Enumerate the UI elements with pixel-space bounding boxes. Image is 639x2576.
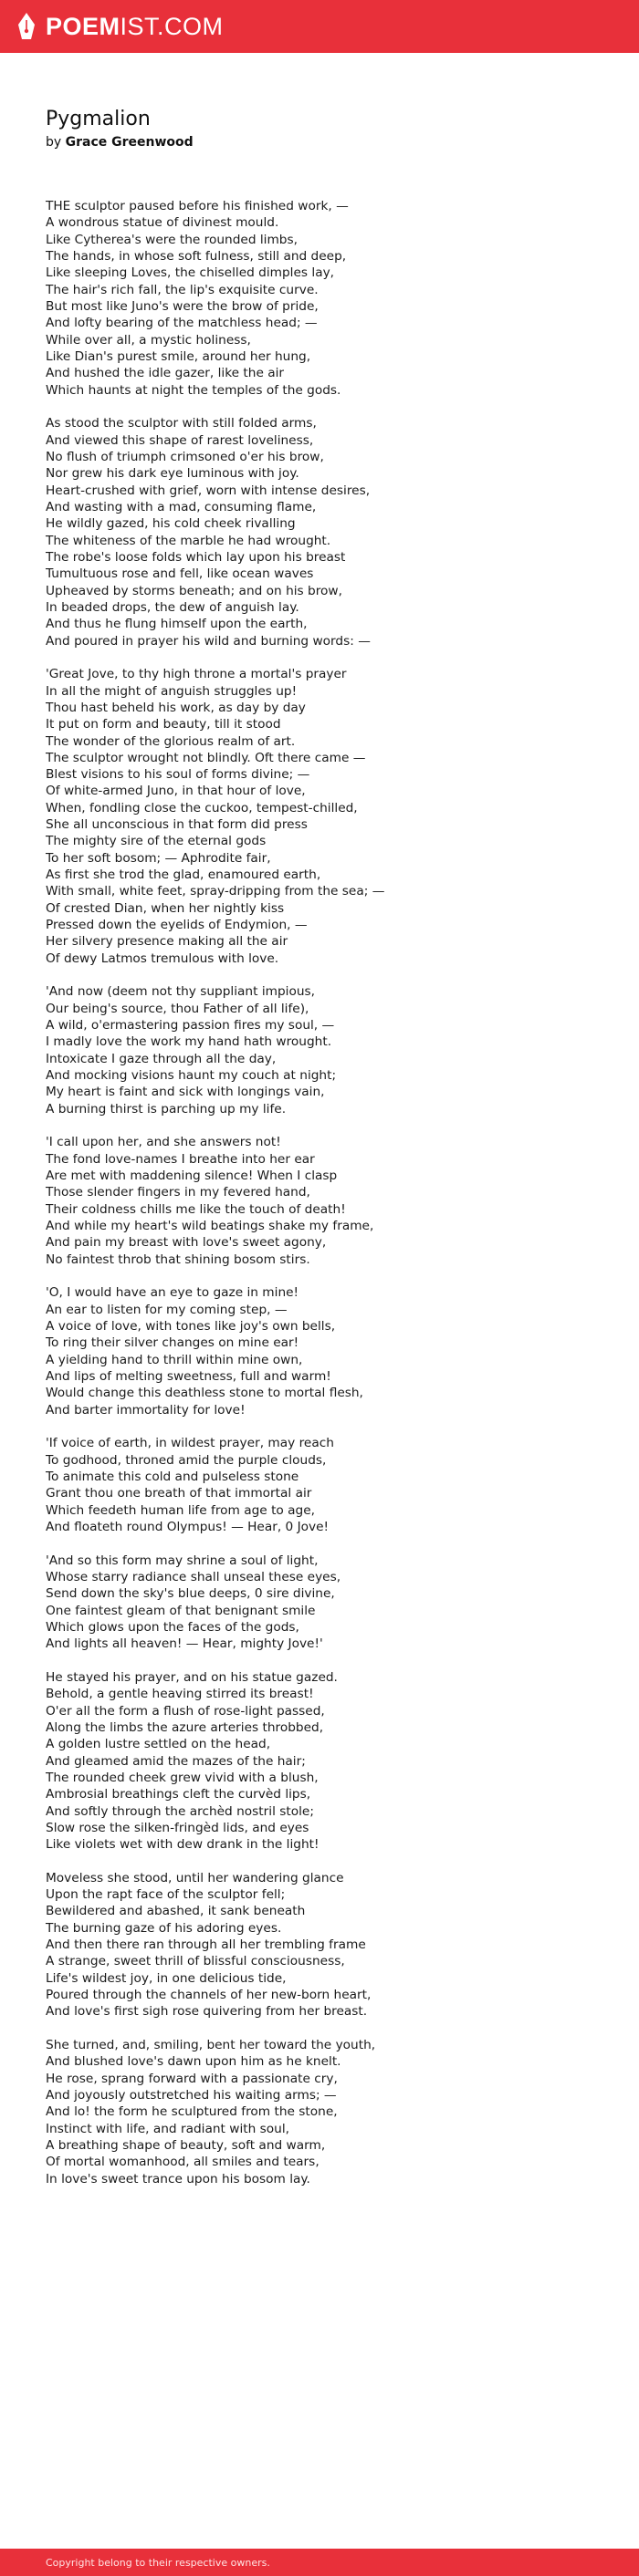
poem-line: 'And now (deem not thy suppliant impious, bbox=[46, 984, 315, 1000]
top-bar bbox=[0, 0, 639, 53]
poem-line: A wondrous statue of divinest mould. bbox=[46, 215, 279, 231]
poem-line: A breathing shape of beauty, soft and warm, bbox=[46, 2138, 326, 2154]
stanza bbox=[46, 1435, 612, 1535]
poem-line: And viewed this shape of rarest loveliness, bbox=[46, 432, 314, 448]
logo-text-light: IST.COM bbox=[120, 13, 224, 40]
poem-line: And then there ran through all her trembling frame bbox=[46, 1937, 366, 1953]
poem-line: Of mortal womanhood, all smiles and tears, bbox=[46, 2155, 320, 2170]
poem-line: Of crested Dian, when her nightly kiss bbox=[46, 900, 285, 916]
poem-line: Grant thou one breath of that immortal air bbox=[46, 1486, 312, 1501]
poem-line: Behold, a gentle heaving stirred its breast! bbox=[46, 1687, 314, 1702]
poem-line: My heart is faint and sick with longings vain, bbox=[46, 1085, 325, 1100]
logo-text-bold: POEM bbox=[46, 13, 120, 40]
poem-line: And floateth round Olympus! — Hear, 0 Jove! bbox=[46, 1519, 330, 1534]
poem-line: Of dewy Latmos tremulous with love. bbox=[46, 950, 279, 966]
poem-line: Send down the sky's blue deeps, 0 sire divine, bbox=[46, 1586, 335, 1602]
poem-line: In beaded drops, the dew of anguish lay. bbox=[46, 599, 299, 615]
poem-line: One faintest gleam of that benignant smile bbox=[46, 1603, 316, 1618]
poem-line: The robe's loose folds which lay upon his breast bbox=[46, 549, 346, 565]
poem-line: Moveless she stood, until her wandering glance bbox=[46, 1870, 344, 1885]
poem-line: Like sleeping Loves, the chiselled dimples lay, bbox=[46, 265, 335, 281]
poem-line: She all unconscious in that form did press bbox=[46, 817, 308, 833]
poem-line: Those slender fingers in my fevered hand, bbox=[46, 1185, 310, 1200]
poem-line: Which haunts at night the temples of the gods. bbox=[46, 382, 341, 398]
poem-line: To animate this cold and pulseless stone bbox=[46, 1469, 299, 1484]
poem-line: And hushed the idle gazer, like the air bbox=[46, 366, 285, 381]
poem-line: And lo! the form he sculptured from the stone, bbox=[46, 2104, 338, 2120]
poem-line: As stood the sculptor with still folded arms, bbox=[46, 416, 317, 431]
poem-line: A golden lustre settled on the head, bbox=[46, 1737, 271, 1752]
poem-line: A yielding hand to thrill within mine own, bbox=[46, 1352, 303, 1367]
poem-line: He wildly gazed, his cold cheek rivalling bbox=[46, 516, 296, 532]
poem-line: 'O, I would have an eye to gaze in mine! bbox=[46, 1285, 299, 1301]
stanza bbox=[46, 666, 612, 967]
poem-line: He stayed his prayer, and on his statue gazed. bbox=[46, 1669, 338, 1685]
poem-line: The burning gaze of his adoring eyes. bbox=[46, 1920, 282, 1936]
poem-line: And barter immortality for love! bbox=[46, 1402, 246, 1418]
by-label: by bbox=[46, 135, 62, 150]
poem-line: The rounded cheek grew vivid with a blush, bbox=[46, 1770, 319, 1785]
poem-line: She turned, and, smiling, bent her toward the youth, bbox=[46, 2038, 376, 2053]
poem-line: Blest visions to his soul of forms divine; — bbox=[46, 767, 310, 783]
poem-line: In love's sweet trance upon his bosom lay. bbox=[46, 2171, 310, 2186]
poem-line: The mighty sire of the eternal gods bbox=[46, 834, 267, 849]
poem-line: No faintest throb that shining bosom stirs. bbox=[46, 1252, 310, 1267]
site-logo[interactable] bbox=[16, 12, 224, 41]
poem-line: But most like Juno's were the brow of pride, bbox=[46, 298, 319, 314]
author-link[interactable]: Grace Greenwood bbox=[65, 135, 194, 150]
poem-line: Nor grew his dark eye luminous with joy. bbox=[46, 466, 299, 482]
poem-line: Slow rose the silken-fringèd lids, and eyes bbox=[46, 1820, 309, 1835]
stanza bbox=[46, 198, 612, 399]
poem-line: Whose starry radiance shall unseal these eyes, bbox=[46, 1569, 341, 1584]
poem-line: Instinct with life, and radiant with soul, bbox=[46, 2121, 289, 2136]
poem-line: Tumultuous rose and fell, like ocean waves bbox=[46, 566, 314, 582]
poem-line: To ring their silver changes on mine ear! bbox=[46, 1335, 299, 1351]
poem-line: Which feedeth human life from age to age, bbox=[46, 1502, 316, 1518]
stanza bbox=[46, 415, 612, 649]
poem-line: The sculptor wrought not blindly. Oft there came — bbox=[46, 750, 366, 765]
poem-line: Our being's source, thou Father of all life), bbox=[46, 1001, 309, 1016]
poem-line: Like Cytherea's were the rounded limbs, bbox=[46, 232, 298, 247]
poem-line: Would change this deathless stone to mortal flesh, bbox=[46, 1386, 363, 1401]
poem-line: And love's first sigh rose quivering from her breast. bbox=[46, 2004, 368, 2020]
poem-line: And thus he flung himself upon the earth, bbox=[46, 617, 308, 632]
poem-line: An ear to listen for my coming step, — bbox=[46, 1302, 288, 1317]
poem-line: Upheaved by storms beneath; and on his brow, bbox=[46, 583, 342, 598]
poem-line: Of white-armed Juno, in that hour of love, bbox=[46, 784, 306, 799]
poem-line: With small, white feet, spray-dripping from the sea; — bbox=[46, 884, 385, 899]
poem-line: The hands, in whose soft fulness, still and deep, bbox=[46, 248, 347, 264]
poem-line: Poured through the channels of her new-born heart, bbox=[46, 1988, 372, 2003]
poem-line: 'Great Jove, to thy high throne a mortal's prayer bbox=[46, 667, 347, 682]
poem-line: And wasting with a mad, consuming flame, bbox=[46, 499, 317, 514]
poem-line: And mocking visions haunt my couch at night; bbox=[46, 1068, 337, 1084]
poem-line: And while my heart's wild beatings shake my frame, bbox=[46, 1219, 374, 1234]
poem-line: Along the limbs the azure arteries throbbed, bbox=[46, 1719, 324, 1735]
poem-line: While over all, a mystic holiness, bbox=[46, 332, 251, 348]
poem-line: Bewildered and abashed, it sank beneath bbox=[46, 1904, 306, 1919]
stanza bbox=[46, 2037, 612, 2187]
stanza bbox=[46, 1284, 612, 1418]
poem-line: It put on form and beauty, till it stood bbox=[46, 717, 281, 732]
byline bbox=[46, 133, 194, 151]
poem-line: A burning thirst is parching up my life. bbox=[46, 1101, 287, 1117]
poem-line: A voice of love, with tones like joy's own bells, bbox=[46, 1318, 336, 1334]
poem-line: Pressed down the eyelids of Endymion, — bbox=[46, 918, 308, 933]
poem-line: Their coldness chills me like the touch of death! bbox=[46, 1201, 346, 1217]
poem-line: And pain my breast with love's sweet agony, bbox=[46, 1235, 327, 1251]
poem-line: THE sculptor paused before his finished work, — bbox=[46, 199, 349, 213]
poem-title: Pygmalion bbox=[46, 108, 151, 130]
poem-line: And joyously outstretched his waiting arms; — bbox=[46, 2088, 337, 2103]
footer bbox=[0, 2549, 639, 2576]
poem-line: And lips of melting sweetness, full and warm! bbox=[46, 1368, 331, 1384]
poem-line: And blushed love's dawn upon him as he knelt. bbox=[46, 2054, 341, 2070]
poem-line: To godhood, throned amid the purple clouds, bbox=[46, 1452, 327, 1468]
poem-line: No flush of triumph crimsoned o'er his brow, bbox=[46, 449, 324, 464]
poem-line: Like violets wet with dew drank in the light! bbox=[46, 1837, 320, 1853]
poem-line: I madly love the work my hand hath wrought. bbox=[46, 1034, 332, 1050]
poem-line: Her silvery presence making all the air bbox=[46, 934, 288, 950]
stanza bbox=[46, 1870, 612, 2020]
poem-line: Thou hast beheld his work, as day by day bbox=[46, 700, 306, 715]
poem-line: The fond love-names I breathe into her ear bbox=[46, 1151, 315, 1167]
stanza bbox=[46, 1669, 612, 1854]
poem-line: A strange, sweet thrill of blissful consciousness, bbox=[46, 1954, 345, 1969]
poem-line: He rose, sprang forward with a passionate cry, bbox=[46, 2071, 338, 2086]
poem-line: And lights all heaven! — Hear, mighty Jove!' bbox=[46, 1636, 323, 1652]
poem-line: Like Dian's purest smile, around her hung, bbox=[46, 348, 311, 364]
poem-line: The whiteness of the marble he had wrought. bbox=[46, 533, 331, 548]
copyright-text: Copyright belong to their respective owners. bbox=[46, 2557, 270, 2569]
poem-line: O'er all the form a flush of rose-light passed, bbox=[46, 1703, 325, 1719]
poem-line: And lofty bearing of the matchless head; — bbox=[46, 316, 318, 331]
poem-line: 'I call upon her, and she answers not! bbox=[46, 1135, 281, 1150]
poem-line: Upon the rapt face of the sculptor fell; bbox=[46, 1887, 286, 1903]
stanza bbox=[46, 983, 612, 1117]
poem-line: And softly through the archèd nostril stole; bbox=[46, 1803, 314, 1819]
fountain-pen-nib-icon bbox=[16, 12, 37, 41]
poem-line: To her soft bosom; — Aphrodite fair, bbox=[46, 850, 271, 866]
stanza bbox=[46, 1553, 612, 1653]
poem-line: A wild, o'ermastering passion fires my soul, — bbox=[46, 1018, 335, 1034]
poem-line: Heart-crushed with grief, worn with intense desires, bbox=[46, 483, 371, 498]
poem-line: In all the might of anguish struggles up! bbox=[46, 683, 298, 699]
poem-line: And gleamed amid the mazes of the hair; bbox=[46, 1753, 306, 1769]
poem-line: Which glows upon the faces of the gods, bbox=[46, 1619, 299, 1635]
poem-line: And poured in prayer his wild and burning words: — bbox=[46, 633, 371, 649]
poem-line: The wonder of the glorious realm of art. bbox=[46, 733, 296, 749]
poem-line: Life's wildest joy, in one delicious tide, bbox=[46, 1970, 287, 1986]
poem-body bbox=[46, 198, 612, 2204]
poem-line: Intoxicate I gaze through all the day, bbox=[46, 1051, 277, 1066]
poem-line: As first she trod the glad, enamoured earth, bbox=[46, 867, 321, 883]
poem-line: When, fondling close the cuckoo, tempest-chilled, bbox=[46, 800, 358, 815]
poem-line: 'If voice of earth, in wildest prayer, may reach bbox=[46, 1436, 334, 1451]
poem-line: 'And so this form may shrine a soul of light, bbox=[46, 1553, 319, 1568]
stanza bbox=[46, 1134, 612, 1268]
poem-line: Are met with maddening silence! When I clasp bbox=[46, 1169, 338, 1184]
poem-line: The hair's rich fall, the lip's exquisite curve. bbox=[46, 282, 319, 297]
poem-line: Ambrosial breathings cleft the curvèd lips, bbox=[46, 1787, 311, 1802]
